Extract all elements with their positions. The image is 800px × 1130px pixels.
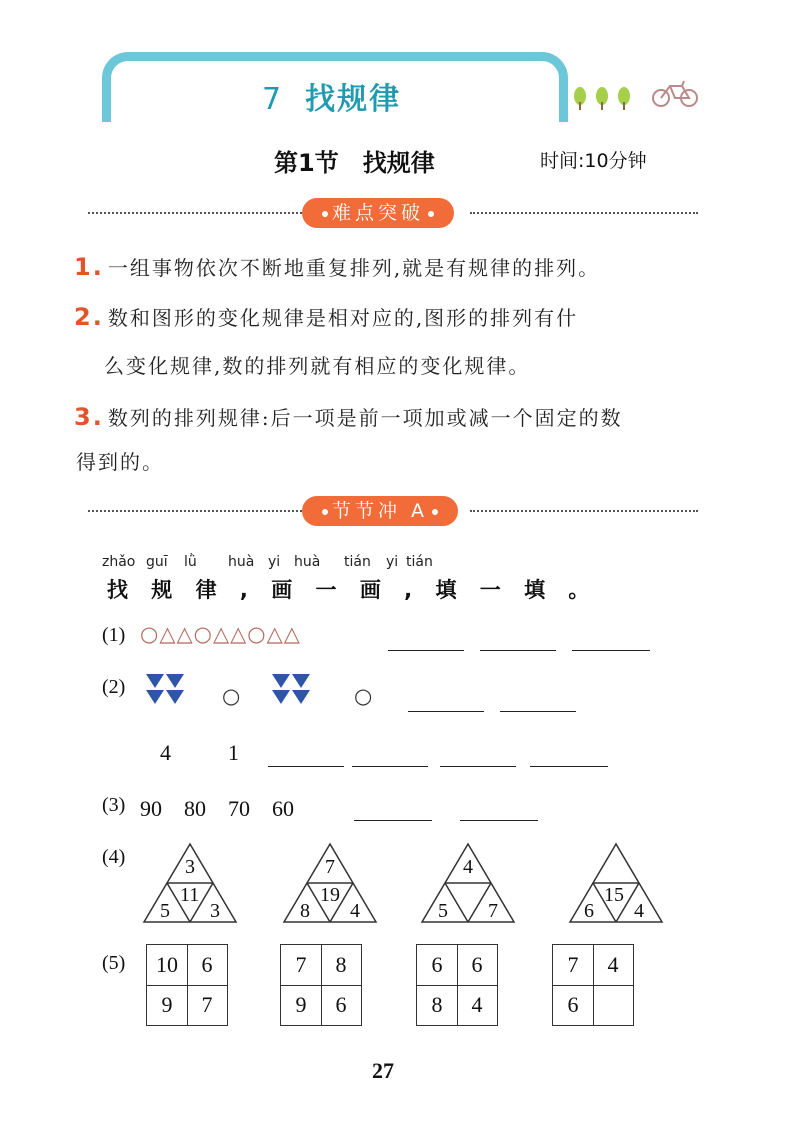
bicycle-icon xyxy=(650,78,700,108)
q2-blank-1[interactable] xyxy=(408,711,484,712)
chapter-number: 7 xyxy=(262,82,284,117)
point-2: 2. 数和图形的变化规律是相对应的,图形的排列有什 xyxy=(74,303,579,331)
grid3-cell: 6 xyxy=(471,952,483,977)
divider-right xyxy=(470,212,698,214)
q3-label: (3) xyxy=(102,794,126,816)
pinyin: huà xyxy=(294,554,321,570)
tri1-center: 11 xyxy=(180,884,200,906)
point-3-continued: 得到的。 xyxy=(76,450,164,474)
q2-label: (2) xyxy=(102,676,126,698)
q1-blank-1[interactable] xyxy=(388,650,464,651)
grid3-cell: 8 xyxy=(431,992,443,1017)
difficulty-badge: 难点突破 xyxy=(302,198,454,228)
grid2-cell: 7 xyxy=(295,952,307,977)
point-1: 1. 一组事物依次不断地重复排列,就是有规律的排列。 xyxy=(74,253,601,281)
trees-decoration-icon xyxy=(570,82,642,112)
q5-label: (5) xyxy=(102,952,126,974)
pinyin: zhǎo xyxy=(102,554,136,570)
triangle-puzzle-3 xyxy=(420,842,516,924)
page-number: 27 xyxy=(372,1058,394,1083)
number-grid-1 xyxy=(146,944,228,1026)
pinyin: yi xyxy=(268,554,281,570)
tri4-center: 15 xyxy=(604,884,624,906)
q1-label: (1) xyxy=(102,624,126,646)
triangles-group-icon xyxy=(144,672,188,708)
tri2-top: 7 xyxy=(325,856,335,878)
tri1-top: 3 xyxy=(185,856,195,878)
triangles-group-icon xyxy=(270,672,314,708)
q3-blank-1[interactable] xyxy=(354,820,432,821)
q2-circle-2: ○ xyxy=(354,684,373,708)
tri2-left: 8 xyxy=(300,900,310,922)
chapter-name: 找规律 xyxy=(305,82,402,117)
number-grid-2 xyxy=(280,944,362,1026)
tri3-right: 7 xyxy=(488,900,498,922)
pinyin: huà xyxy=(228,554,255,570)
number-grid-3 xyxy=(416,944,498,1026)
q2-circle-1: ○ xyxy=(222,684,241,708)
q1-blank-2[interactable] xyxy=(480,650,556,651)
practice-badge: 节节冲 A xyxy=(302,496,458,526)
number-grid-4 xyxy=(552,944,634,1026)
chapter-title xyxy=(262,74,401,118)
q2-number-blank-3[interactable] xyxy=(440,766,516,767)
pinyin: yi xyxy=(386,554,399,570)
grid2-cell: 6 xyxy=(335,992,347,1017)
tri2-right: 4 xyxy=(350,900,360,922)
divider-right-2 xyxy=(470,510,698,512)
grid4-cell: 7 xyxy=(567,952,579,977)
tri1-left: 5 xyxy=(160,900,170,922)
divider-left xyxy=(88,212,302,214)
tri1-right: 3 xyxy=(210,900,220,922)
grid1-cell: 9 xyxy=(161,992,173,1017)
q3-blank-2[interactable] xyxy=(460,820,538,821)
grid4-answer-cell[interactable] xyxy=(593,985,633,1025)
section-title: 第1节 找规律 xyxy=(274,149,435,177)
triangle-puzzle-4 xyxy=(568,842,664,924)
q2-number-1: 4 xyxy=(160,740,171,765)
grid1-cell: 6 xyxy=(201,952,213,977)
instruction: 找 规 律 , 画 一 画 , 填 一 填 。 xyxy=(107,578,598,602)
pinyin: guī xyxy=(146,554,168,570)
q2-number-blank-4[interactable] xyxy=(530,766,608,767)
tri3-top: 4 xyxy=(463,856,473,878)
q4-label: (4) xyxy=(102,846,126,868)
pinyin: tián xyxy=(344,554,371,570)
grid3-cell: 6 xyxy=(431,952,443,977)
tri2-center: 19 xyxy=(320,884,340,906)
tri3-left: 5 xyxy=(438,900,448,922)
time-label: 时间:10分钟 xyxy=(540,150,647,172)
tri4-left: 6 xyxy=(584,900,594,922)
grid3-cell: 4 xyxy=(471,992,483,1017)
grid4-cell: 4 xyxy=(607,952,619,977)
grid1-cell: 7 xyxy=(201,992,213,1017)
grid2-cell: 8 xyxy=(335,952,347,977)
q2-number-2: 1 xyxy=(228,740,239,765)
pinyin: tián xyxy=(406,554,433,570)
q2-number-blank-1[interactable] xyxy=(268,766,344,767)
triangle-puzzle-1 xyxy=(142,842,238,924)
point-2-continued: 么变化规律,数的排列就有相应的变化规律。 xyxy=(104,354,531,378)
q1-blank-3[interactable] xyxy=(572,650,650,651)
grid1-cell: 10 xyxy=(156,952,178,977)
tri4-right: 4 xyxy=(634,900,644,922)
grid4-cell: 6 xyxy=(567,992,579,1017)
q2-blank-2[interactable] xyxy=(500,711,576,712)
q3-sequence: 90 80 70 60 xyxy=(140,796,295,821)
grid2-cell: 9 xyxy=(295,992,307,1017)
q2-number-blank-2[interactable] xyxy=(352,766,428,767)
divider-left-2 xyxy=(88,510,302,512)
point-3: 3. 数列的排列规律:后一项是前一项加或减一个固定的数 xyxy=(74,403,623,431)
triangle-puzzle-2 xyxy=(282,842,378,924)
pinyin: lǜ xyxy=(184,554,197,570)
q1-shapes: ○△△○△△○△△ xyxy=(140,622,301,646)
